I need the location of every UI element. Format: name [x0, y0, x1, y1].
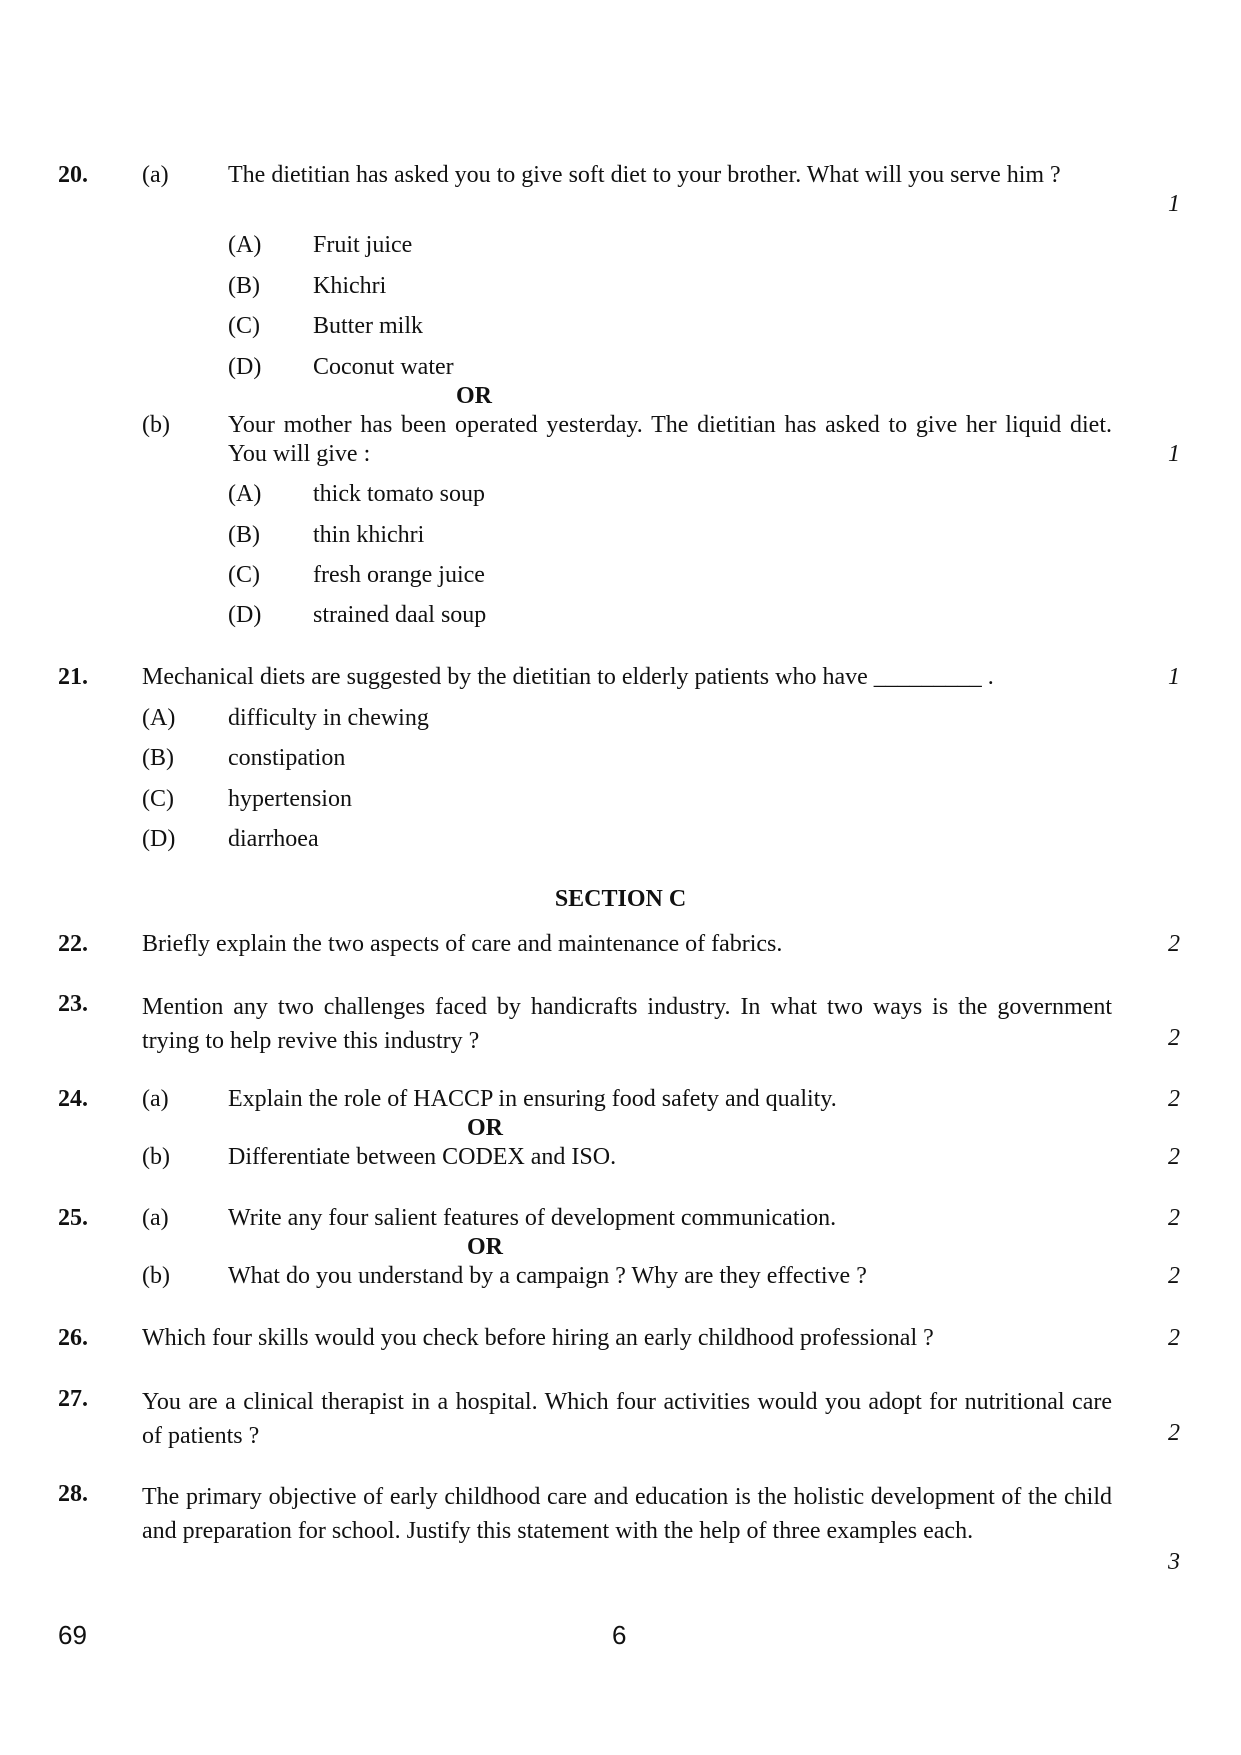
option-label: (C): [142, 786, 174, 812]
marks: 2: [1168, 1025, 1180, 1051]
option-text: thin khichri: [313, 522, 425, 548]
question-text: Your mother has been operated yesterday. The dietitian has asked to give her liquid diet. You will give :: [228, 412, 1112, 467]
option-text: hypertension: [228, 786, 352, 812]
option-label: (A): [228, 481, 262, 507]
question-number: 22.: [58, 931, 88, 957]
paper-code: 69: [58, 1620, 87, 1650]
section-heading: SECTION C: [554, 886, 687, 912]
or-separator: OR: [467, 1115, 503, 1141]
question-text: You are a clinical therapist in a hospital. Which four activities would you adopt for nutritional care of patients ?: [142, 1389, 1112, 1449]
marks: 2: [1168, 1144, 1180, 1170]
option-label: (A): [228, 232, 262, 258]
question-text: Write any four salient features of development communication.: [228, 1205, 837, 1231]
option-label: (C): [228, 562, 260, 588]
question-number: 23.: [58, 991, 88, 1017]
option-label: (D): [228, 354, 262, 380]
option-text: Khichri: [313, 273, 387, 299]
question-text: Mechanical diets are suggested by the dietitian to elderly patients who have _________ .: [142, 664, 994, 690]
page-number: 6: [612, 1620, 627, 1650]
option-label: (B): [142, 745, 174, 771]
marks: 2: [1168, 1420, 1180, 1446]
option-text: constipation: [228, 745, 346, 771]
part-label: (b): [142, 1263, 170, 1289]
question-text: What do you understand by a campaign ? Why are they effective ?: [228, 1263, 867, 1289]
question-text: Which four skills would you check before hiring an early childhood professional ?: [142, 1325, 934, 1351]
option-text: strained daal soup: [313, 602, 487, 628]
option-label: (C): [228, 313, 260, 339]
question-text: Briefly explain the two aspects of care and maintenance of fabrics.: [142, 931, 783, 957]
question-text: Differentiate between CODEX and ISO.: [228, 1144, 617, 1170]
question-number: 21.: [58, 664, 88, 690]
question-number: 26.: [58, 1325, 88, 1351]
marks: 2: [1168, 1325, 1180, 1351]
marks: 2: [1168, 1205, 1180, 1231]
option-text: fresh orange juice: [313, 562, 485, 588]
option-label: (B): [228, 522, 260, 548]
part-label: (a): [142, 1205, 169, 1231]
option-text: thick tomato soup: [313, 481, 485, 507]
question-text: The primary objective of early childhood care and education is the holistic development of the child and preparation for school. Justify this statement with the help of three examples each.: [142, 1484, 1112, 1544]
marks: 3: [1168, 1549, 1180, 1575]
marks: 1: [1168, 441, 1180, 467]
option-label: (B): [228, 273, 260, 299]
option-text: Fruit juice: [313, 232, 413, 258]
or-separator: OR: [467, 1234, 503, 1260]
question-text: Explain the role of HACCP in ensuring food safety and quality.: [228, 1086, 837, 1112]
marks: 1: [1168, 664, 1180, 690]
part-label: (a): [142, 1086, 169, 1112]
marks: 2: [1168, 1263, 1180, 1289]
question-number: 25.: [58, 1205, 88, 1231]
question-number: 24.: [58, 1086, 88, 1112]
marks: 2: [1168, 1086, 1180, 1112]
or-separator: OR: [456, 383, 492, 409]
question-number: 28.: [58, 1481, 88, 1507]
option-text: difficulty in chewing: [228, 705, 429, 731]
option-text: Coconut water: [313, 354, 454, 380]
marks: 1: [1168, 191, 1180, 217]
part-label: (a): [142, 162, 169, 188]
option-text: diarrhoea: [228, 826, 319, 852]
question-text: Mention any two challenges faced by handicrafts industry. In what two ways is the government trying to help revive this industry ?: [142, 994, 1112, 1054]
question-text: The dietitian has asked you to give soft diet to your brother. What will you serve him ?: [228, 162, 1061, 188]
option-label: (D): [142, 826, 176, 852]
part-label: (b): [142, 412, 170, 438]
question-number: 20.: [58, 162, 88, 188]
question-number: 27.: [58, 1386, 88, 1412]
option-label: (A): [142, 705, 176, 731]
part-label: (b): [142, 1144, 170, 1170]
option-text: Butter milk: [313, 313, 423, 339]
option-label: (D): [228, 602, 262, 628]
marks: 2: [1168, 931, 1180, 957]
